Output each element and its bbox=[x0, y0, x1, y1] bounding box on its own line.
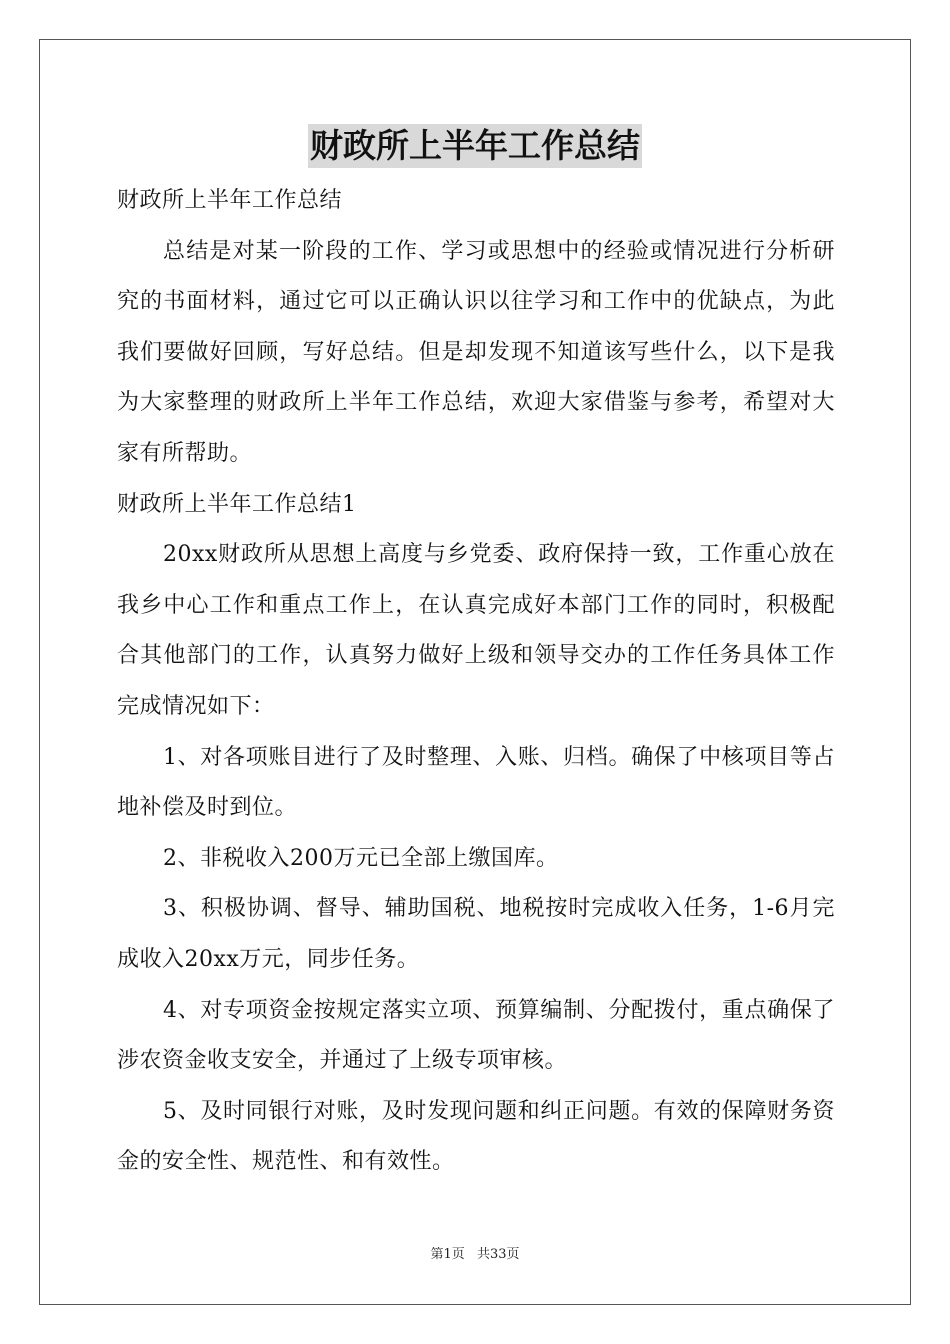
page-number: 第1页 bbox=[430, 1247, 465, 1262]
page-footer bbox=[0, 1246, 950, 1264]
paragraph: 4、对专项资金按规定落实立项、预算编制、分配拨付，重点确保了涉农资金收支安全，并通过了上级专项审核。 bbox=[117, 997, 835, 1074]
document-body bbox=[117, 176, 835, 1188]
paragraph: 1、对各项账目进行了及时整理、入账、归档。确保了中核项目等占地补偿及时到位。 bbox=[117, 744, 835, 821]
paragraph: 财政所上半年工作总结1 bbox=[117, 491, 357, 517]
paragraph: 5、及时同银行对账，及时发现问题和纠正问题。有效的保障财务资金的安全性、规范性、和有效性。 bbox=[117, 1098, 835, 1175]
paragraph: 财政所上半年工作总结 bbox=[117, 188, 343, 213]
paragraph: 2、非税收入200万元已全部上缴国库。 bbox=[163, 845, 559, 871]
paragraph: 总结是对某一阶段的工作、学习或思想中的经验或情况进行分析研究的书面材料，通过它可以正确认识以往学习和工作中的优缺点，为此我们要做好回顾，写好总结。但是却发现不知道该写些什么，以下是我为大家整理的财政所上半年工作总结，欢迎大家借鉴与参考，希望对大家有所帮助。 bbox=[117, 238, 835, 466]
document-title: 财政所上半年工作总结 bbox=[308, 124, 642, 168]
paragraph: 3、积极协调、督导、辅助国税、地税按时完成收入任务，1-6月完成收入20xx万元，同步任务。 bbox=[117, 896, 835, 972]
title-container bbox=[0, 124, 950, 168]
paragraph: 20xx财政所从思想上高度与乡党委、政府保持一致，工作重心放在我乡中心工作和重点工作上，在认真完成好本部门工作的同时，积极配合其他部门的工作，认真努力做好上级和领导交办的工作任务具体工作完成情况如下： bbox=[117, 542, 835, 719]
page-total: 共33页 bbox=[476, 1247, 520, 1262]
